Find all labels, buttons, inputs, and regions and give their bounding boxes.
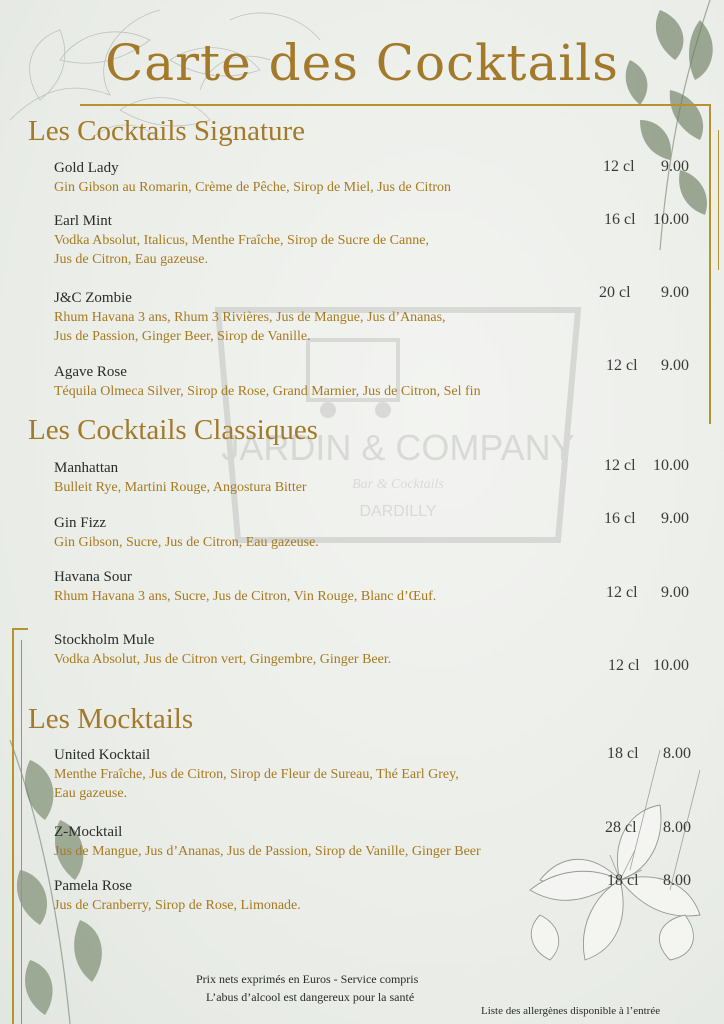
- item-name: J&C Zombie: [54, 290, 132, 306]
- item-description: Gin Gibson au Romarin, Crème de Pêche, Sirop de Miel, Jus de Citron: [54, 180, 451, 195]
- item-price: 9.00: [661, 584, 689, 601]
- item-volume: 16 cl: [604, 510, 636, 527]
- item-description: Menthe Fraîche, Jus de Citron, Sirop de Fleur de Sureau, Thé Earl Grey,: [54, 767, 459, 782]
- menu-title: Carte des Cocktails: [105, 34, 619, 92]
- item-description: Jus de Citron, Eau gazeuse.: [54, 252, 208, 267]
- item-name: Agave Rose: [54, 364, 127, 380]
- item-volume: 16 cl: [604, 211, 636, 228]
- section-title-classiques: Les Cocktails Classiques: [28, 414, 318, 446]
- item-volume: 12 cl: [606, 357, 638, 374]
- item-volume: 18 cl: [607, 872, 639, 889]
- item-name: Manhattan: [54, 460, 119, 476]
- item-volume: 12 cl: [606, 584, 638, 601]
- item-volume: 20 cl: [599, 284, 631, 301]
- item-price: 10.00: [653, 211, 689, 228]
- item-name: Z-Mocktail: [54, 824, 123, 840]
- item-description: Eau gazeuse.: [54, 786, 128, 801]
- item-price: 9.00: [661, 357, 689, 374]
- item-name: Earl Mint: [54, 213, 112, 229]
- item-price: 8.00: [663, 872, 691, 889]
- item-description: Bulleit Rye, Martini Rouge, Angostura Bitter: [54, 480, 307, 495]
- item-description: Jus de Mangue, Jus d’Ananas, Jus de Passion, Sirop de Vanille, Ginger Beer: [54, 844, 481, 859]
- item-price: 9.00: [661, 510, 689, 527]
- frame-line-left-bottom: [12, 628, 14, 1024]
- item-volume: 12 cl: [608, 657, 640, 674]
- item-name: Gin Fizz: [54, 515, 107, 531]
- item-description: Gin Gibson, Sucre, Jus de Citron, Eau gazeuse.: [54, 535, 319, 550]
- watermark-name: JARDIN & COMPANY: [221, 427, 575, 468]
- frame-line-bottom-left: [12, 628, 28, 630]
- item-name: United Kocktail: [54, 747, 151, 763]
- frame-line-right-top: [709, 104, 711, 424]
- footer-prices-note: Prix nets exprimés en Euros - Service compris: [196, 972, 419, 986]
- item-price: 9.00: [661, 158, 689, 175]
- item-description: Vodka Absolut, Italicus, Menthe Fraîche, Sirop de Sucre de Canne,: [54, 233, 429, 248]
- frame-line-right-upper: [718, 130, 719, 270]
- item-description: Rhum Havana 3 ans, Rhum 3 Rivières, Jus de Mangue, Jus d’Ananas,: [54, 310, 446, 325]
- item-volume: 12 cl: [604, 457, 636, 474]
- item-volume: 28 cl: [605, 819, 637, 836]
- item-description: Jus de Passion, Ginger Beer, Sirop de Vanille.: [54, 329, 311, 344]
- item-name: Stockholm Mule: [54, 632, 155, 648]
- item-name: Havana Sour: [54, 569, 132, 585]
- section-title-signature: Les Cocktails Signature: [28, 115, 306, 147]
- frame-line-left-inner: [21, 640, 22, 1024]
- frame-line-top: [80, 104, 710, 106]
- item-volume: 18 cl: [607, 745, 639, 762]
- footer-alcohol-warning: L’abus d’alcool est dangereux pour la santé: [206, 990, 415, 1004]
- item-price: 9.00: [661, 284, 689, 301]
- item-price: 8.00: [663, 819, 691, 836]
- item-description: Vodka Absolut, Jus de Citron vert, Gingembre, Ginger Beer.: [54, 652, 392, 667]
- section-title-mocktails: Les Mocktails: [28, 703, 194, 735]
- item-name: Gold Lady: [54, 160, 119, 176]
- item-price: 10.00: [653, 457, 689, 474]
- watermark-tagline: Bar & Cocktails: [352, 477, 444, 492]
- item-description: Téquila Olmeca Silver, Sirop de Rose, Grand Marnier, Jus de Citron, Sel fin: [54, 384, 481, 399]
- item-volume: 12 cl: [603, 158, 635, 175]
- footer-allergens-note: Liste des allergènes disponible à l’entrée: [481, 1005, 661, 1017]
- item-price: 10.00: [653, 657, 689, 674]
- watermark-town: DARDILLY: [359, 503, 437, 520]
- menu-item: [54, 630, 704, 669]
- item-description: Jus de Cranberry, Sirop de Rose, Limonade.: [54, 898, 301, 913]
- item-price: 8.00: [663, 745, 691, 762]
- item-description: Rhum Havana 3 ans, Sucre, Jus de Citron, Vin Rouge, Blanc d’Œuf.: [54, 589, 437, 604]
- item-name: Pamela Rose: [54, 878, 132, 894]
